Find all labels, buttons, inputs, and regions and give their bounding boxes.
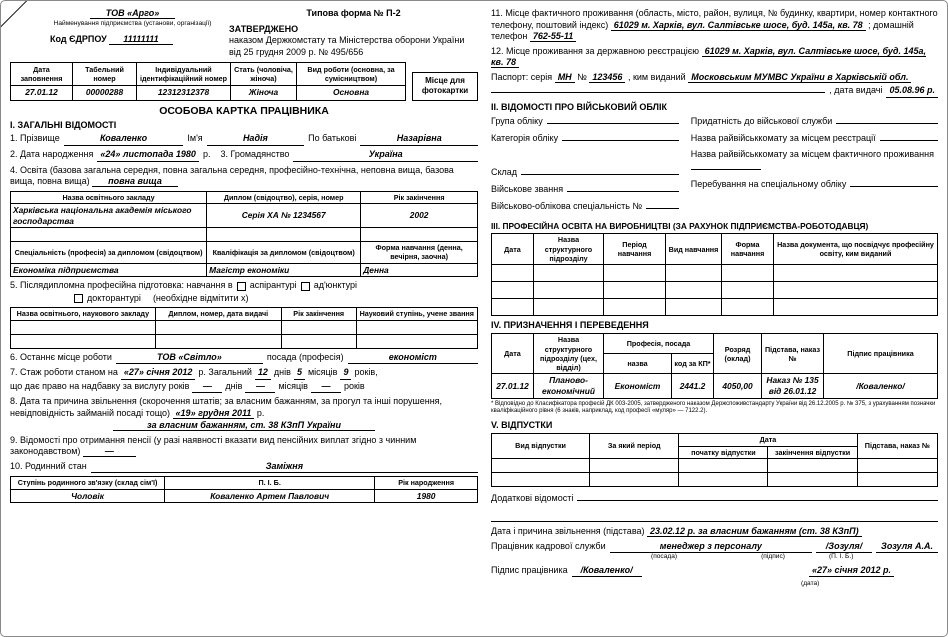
- approved-order-line: наказом Держкомстату та Міністерства оборони України: [229, 35, 465, 46]
- section1-heading: I. ЗАГАЛЬНІ ВІДОМОСТІ: [10, 119, 117, 130]
- employee-signature-label: Підпис працівника: [491, 564, 568, 575]
- lastjob-label: 6. Останнє місце роботи: [10, 351, 112, 362]
- pension-label: 9. Відомості про отримання пенсії (у разі наявності вказати вид пенсійних виплат згідно з чинним законодавством): [10, 434, 417, 457]
- appointment-salary: 4050,00: [714, 374, 762, 399]
- empty-cell: [679, 458, 768, 472]
- empty-cell: [604, 281, 666, 298]
- work-type-value: Основна: [297, 85, 406, 100]
- experience-days: 12: [255, 367, 271, 380]
- experience-months: 5: [294, 367, 305, 380]
- dismissal-final-value: 23.02.12 р. за власним бажанням (ст. 38 КЗпП): [647, 526, 862, 537]
- info-row: [10, 62, 478, 100]
- postgrad-table: [10, 307, 478, 348]
- firstname-value: Надія: [207, 133, 304, 146]
- edu-study-form: Денна: [361, 263, 478, 277]
- appointment-profession: Економіст: [604, 374, 672, 399]
- family-birth-year: 1980: [375, 489, 478, 503]
- field-marital-status: [10, 461, 478, 474]
- military-field-speciality: [491, 200, 679, 213]
- field-dismissal-final: [491, 526, 938, 538]
- registered-address-label: 12. Місце проживання за державною реєстрацією: [491, 45, 700, 56]
- approved-heading: ЗАТВЕРДЖЕНО: [229, 23, 299, 34]
- empty-cell: [604, 264, 666, 281]
- empty-cell: [492, 298, 534, 315]
- right-column: [491, 8, 938, 589]
- appointments-col-header: Розряд (оклад): [714, 334, 762, 374]
- months-label: місяців: [307, 367, 338, 378]
- appointments-col-header: Професія, посада: [604, 334, 714, 354]
- section4-heading: IV. ПРИЗНАЧЕННЯ І ПЕРЕВЕДЕННЯ: [491, 319, 649, 330]
- vacations-table: [491, 433, 938, 486]
- lastjob-pos-value: економіст: [348, 352, 478, 365]
- family-relation: Чоловік: [11, 489, 165, 503]
- blank-line: [562, 132, 679, 141]
- info-col-header: Вид роботи (основна, за сумісництвом): [297, 63, 406, 86]
- hr-signature-row: [491, 541, 938, 554]
- military-section: [491, 115, 938, 217]
- photo-label: Місце для фотокартки: [421, 76, 469, 96]
- section3-heading: III. ПРОФЕСІЙНА ОСВІТА НА ВИРОБНИЦТВІ (ЗА РАХУНОК ПІДПРИЄМСТВА-РОБОТОДАВЦЯ): [491, 220, 869, 231]
- employee-signature-date: «27» січня 2012 р.: [809, 565, 894, 578]
- military-label: Військове звання: [491, 183, 564, 194]
- postgrad-col-header: Назва освітнього, наукового закладу: [11, 308, 156, 320]
- hr-signature-hints: [491, 553, 938, 561]
- birthdate-value: «24» листопада 1980: [97, 149, 199, 162]
- postgrad-empty-row: [11, 320, 478, 334]
- education-label: 4. Освіта (базова загальна середня, повна загальна середня, професійно-технічна, неповна вища, базова вища, повна вища): [10, 164, 454, 187]
- field-passport: [491, 72, 938, 98]
- pension-value: —: [83, 446, 136, 457]
- edrpou-label: Код ЄДРПОУ: [50, 33, 107, 44]
- left-column: [10, 8, 478, 589]
- empty-cell: [857, 458, 937, 472]
- empty-cell: [492, 458, 590, 472]
- spacer: [491, 149, 679, 161]
- empty-cell: [590, 458, 679, 472]
- military-label: Категорія обліку: [491, 133, 559, 144]
- empty-cell: [492, 472, 590, 486]
- appointments-col-header: Дата: [492, 334, 534, 374]
- aspirantura-label: аспірантурі: [249, 280, 297, 291]
- actual-address-value: 61029 м. Харків, вул. Салтівське шосе, буд. 145а, кв. 78: [611, 20, 866, 31]
- empty-cell: [281, 320, 356, 334]
- lastjob-value: ТОВ «Світло»: [116, 352, 263, 365]
- extra-info-blank: [491, 513, 938, 522]
- military-label: Придатність до військової служби: [690, 116, 833, 127]
- education-header-row2: [11, 242, 478, 263]
- appointments-col-header: Підстава, наказ №: [762, 334, 824, 374]
- postgrad-col-header: Рік закінчення: [281, 308, 356, 320]
- passport-number-label: №: [577, 71, 587, 82]
- empty-cell: [604, 298, 666, 315]
- empty-cell: [768, 458, 857, 472]
- appointments-col-subheader: назва: [604, 354, 672, 374]
- military-label: Група обліку: [491, 116, 543, 127]
- vacations-header-row: [492, 434, 938, 446]
- training-empty-row: [492, 298, 938, 315]
- appointments-data-row: [492, 374, 938, 399]
- appointment-code: 2441.2: [672, 374, 714, 399]
- empty-cell: [492, 281, 534, 298]
- family-table: [10, 476, 478, 503]
- empty-cell: [722, 264, 774, 281]
- postgrad-col-header: Диплом, номер, дата видачі: [155, 308, 281, 320]
- form-header: [10, 8, 478, 58]
- field-extra-info: [491, 492, 938, 505]
- dismissal-final-label: Дата і причина звільнення (підстава): [491, 526, 645, 537]
- training-empty-row: [492, 264, 938, 281]
- employee-signature-row: [491, 565, 938, 578]
- empty-cell: [768, 472, 857, 486]
- info-col-header: Дата заповнення: [11, 63, 73, 86]
- appointments-col-subheader: код за КП*: [672, 354, 714, 374]
- training-col-header: Назва структурного підрозділу: [534, 234, 604, 265]
- patronymic-label: По батькові: [308, 133, 357, 144]
- lastjob-pos-label: посада (професія): [266, 351, 344, 362]
- military-label: Назва райвійськкомату за місцем фактичного проживання: [690, 149, 934, 160]
- field-dismissal: [10, 396, 478, 432]
- card-title: ОСОБОВА КАРТКА ПРАЦІВНИКА: [159, 104, 329, 117]
- training-empty-row: [492, 281, 938, 298]
- sex-value: Жіноча: [231, 85, 297, 100]
- bonus-years-value: —: [311, 381, 341, 394]
- days-label: днів: [273, 367, 291, 378]
- approved-date-line: від 25 грудня 2009 р. № 495/656: [229, 46, 364, 57]
- field-actual-address: [491, 8, 938, 43]
- field-education: [10, 165, 478, 188]
- field-experience: [10, 367, 478, 393]
- empty-cell: [679, 472, 768, 486]
- patronymic-value: Назарівна: [360, 133, 478, 146]
- blank-line: [567, 183, 679, 192]
- vacations-empty-row: [492, 458, 938, 472]
- edu-col-header: Диплом (свідоцтво), серія, номер: [207, 191, 361, 203]
- training-header-row: [492, 234, 938, 265]
- experience-years: 9: [340, 367, 351, 380]
- family-header-row: [11, 477, 478, 489]
- blank-line: [577, 492, 938, 501]
- vacations-col-header: Вид відпустки: [492, 434, 590, 458]
- info-col-header: Індивідуальний ідентифікаційний номер: [137, 63, 231, 86]
- appointment-order: Наказ № 135 від 26.01.12: [762, 374, 824, 399]
- empty-cell: [666, 281, 722, 298]
- bonus-months-value: —: [245, 381, 275, 394]
- education-data-row: [11, 203, 478, 228]
- experience-mid-label: р. Загальний: [198, 367, 252, 378]
- military-field-commissariat-reg: [691, 132, 938, 145]
- family-name: Коваленко Артем Павлович: [165, 489, 375, 503]
- company-hint: Найменування підприємства (установи, організації): [53, 19, 212, 27]
- training-table: [491, 233, 938, 316]
- edu-year: 2002: [361, 203, 478, 228]
- hr-signature-value: /Зозуля/: [816, 541, 872, 554]
- edu-qualification: Магістр економіки: [207, 263, 361, 277]
- military-field-group: [491, 115, 679, 128]
- family-col-header: П. І. Б.: [165, 477, 375, 489]
- family-col-header: Рік народження: [375, 477, 478, 489]
- edu-institution: Харківська національна академія міського господарства: [11, 203, 207, 228]
- edu-col-header: Форма навчання (денна, вечірня, заочна): [361, 242, 478, 263]
- empty-cell: [590, 472, 679, 486]
- position-hint: (посада): [651, 553, 678, 561]
- field-fullname: [10, 133, 478, 146]
- empty-cell: [534, 281, 604, 298]
- empty-cell: [492, 264, 534, 281]
- experience-label: 7. Стаж роботи станом на: [10, 367, 118, 378]
- date-hint: (дата): [801, 580, 820, 588]
- field-birth-citizenship: [10, 149, 478, 162]
- empty-cell: [666, 264, 722, 281]
- training-col-header: Назва документа, що посвідчує професійну освіту, ким виданий: [774, 234, 938, 265]
- passport-issuer-label: , ким виданий: [627, 71, 686, 82]
- passport-series: МН: [555, 72, 575, 83]
- empty-cell: [722, 281, 774, 298]
- surname-label: 1. Прізвище: [10, 133, 60, 144]
- info-values-row: [11, 85, 406, 100]
- blank-line: [491, 513, 938, 522]
- empty-cell: [857, 472, 937, 486]
- empty-cell: [356, 320, 477, 334]
- doktorantura-checkbox: [74, 294, 83, 303]
- empty-cell: [207, 228, 361, 242]
- military-label: Склад: [491, 166, 518, 177]
- family-col-header: Ступінь родинного зв'язку (склад сім'ї): [11, 477, 165, 489]
- hr-name-value: Зозуля А.А.: [876, 541, 938, 554]
- field-postgrad: [10, 280, 478, 304]
- empty-cell: [774, 298, 938, 315]
- name-hint: (П. І. Б.): [828, 553, 854, 561]
- years-label: років,: [354, 367, 378, 378]
- blank-line: [491, 84, 825, 93]
- employee-signature-value: /Коваленко/: [572, 565, 642, 578]
- section2-heading: II. ВІДОМОСТІ ПРО ВІЙСЬКОВИЙ ОБЛІК: [491, 101, 667, 112]
- marital-value: Заміжня: [91, 461, 478, 474]
- appointments-header-row: [492, 334, 938, 354]
- empty-cell: [11, 334, 156, 348]
- field-pension: [10, 435, 478, 458]
- section5-heading: V. ВІДПУСТКИ: [491, 419, 553, 430]
- passport-label: Паспорт: серія: [491, 71, 553, 82]
- training-col-header: Період навчання: [604, 234, 666, 265]
- empty-cell: [155, 334, 281, 348]
- postgrad-col-header: Науковий ступінь, учене звання: [356, 308, 477, 320]
- edu-col-header: Назва освітнього закладу: [11, 191, 207, 203]
- edu-col-header: Кваліфікація за дипломом (свідоцтвом): [207, 242, 361, 263]
- appointments-col-header: Підпис працівника: [824, 334, 938, 374]
- blank-line: [836, 115, 938, 124]
- empty-cell: [774, 281, 938, 298]
- edu-diploma: Серія ХА № 1234567: [207, 203, 361, 228]
- passport-number: 123456: [589, 72, 625, 83]
- bonus-months-label: місяців: [278, 380, 308, 391]
- edrpou-value: 11111111: [109, 34, 172, 45]
- birthdate-suffix: р.: [202, 149, 211, 159]
- appointments-col-header: Назва структурного підрозділу (цех, відділ): [534, 334, 604, 374]
- tax-id-value: 12312312378: [137, 85, 231, 100]
- empty-cell: [11, 228, 207, 242]
- empty-cell: [534, 264, 604, 281]
- edu-col-header: Спеціальність (професія) за дипломом (свідоцтвом): [11, 242, 207, 263]
- blank-line: [547, 115, 679, 124]
- appointment-date: 27.01.12: [492, 374, 534, 399]
- postgrad-note: (необхідне відмітити х): [152, 292, 249, 303]
- marital-label: 10. Родинний стан: [10, 460, 87, 471]
- training-col-header: Вид навчання: [666, 234, 722, 265]
- info-col-header: Стать (чоловіча, жіноча): [231, 63, 297, 86]
- bonus-days-label: днів: [225, 380, 243, 391]
- birthdate-label: 2. Дата народження: [10, 149, 94, 159]
- edu-col-header: Рік закінчення: [361, 191, 478, 203]
- postgrad-header-row: [11, 308, 478, 320]
- empty-cell: [361, 228, 478, 242]
- edu-speciality: Економіка підприємства: [11, 263, 207, 277]
- dismissal-suffix: р.: [256, 407, 265, 418]
- hr-officer-label: Працівник кадрової служби: [491, 540, 606, 551]
- military-label: Військово-облікова спеціальність №: [491, 200, 643, 211]
- postgrad-empty-row: [11, 334, 478, 348]
- bonus-years-label: років: [343, 380, 365, 391]
- blank-line: [521, 166, 679, 175]
- education-empty-row: [11, 228, 478, 242]
- citizenship-label: 3. Громадянство: [220, 149, 290, 159]
- empty-cell: [666, 298, 722, 315]
- surname-value: Коваленко: [64, 133, 184, 146]
- military-field-commissariat-actual: [691, 149, 938, 173]
- adjunktura-label: ад'юнктурі: [313, 280, 358, 291]
- blank-line: [880, 132, 938, 141]
- military-field-special-record: [691, 178, 938, 191]
- actual-address-label: 11. Місце фактичного проживання (область, місто, район, вулиця, № будинку, квартири, номер контактного телефону, поштовий індекс): [491, 8, 938, 30]
- info-col-header: Табельний номер: [73, 63, 137, 86]
- aspirantura-checkbox: [237, 282, 246, 291]
- home-phone-label: ; домашній телефон: [491, 19, 914, 42]
- empty-cell: [356, 334, 477, 348]
- empty-cell: [155, 320, 281, 334]
- bonus-days-value: —: [192, 381, 222, 394]
- vacations-col-header: Дата: [679, 434, 857, 446]
- home-phone-value: 762-55-11: [530, 31, 576, 42]
- registered-address-value: 61029 м. Харків, вул. Салтівське шосе, буд. 145а, кв. 78: [491, 45, 926, 68]
- military-field-fitness: [691, 115, 938, 128]
- vacations-col-subheader: початку відпустки: [679, 446, 768, 458]
- field-registered-address: [491, 46, 938, 69]
- appointment-unit: Планово-економічний: [534, 374, 604, 399]
- empty-cell: [534, 298, 604, 315]
- appointments-table: [491, 333, 938, 398]
- empty-cell: [722, 298, 774, 315]
- postgrad-label: 5. Післядипломна професійна підготовка: навчання в: [10, 280, 233, 291]
- citizenship-value: Україна: [293, 149, 478, 162]
- company-name: ТОВ «Арго»: [90, 8, 175, 19]
- doktorantura-label: докторантурі: [87, 292, 141, 303]
- education-header-row: [11, 191, 478, 203]
- vacations-col-header: За який період: [590, 434, 679, 458]
- hr-position-value: менеджер з персоналу: [610, 541, 812, 554]
- info-header-row: [11, 63, 406, 86]
- military-field-category: [491, 132, 679, 145]
- military-label: Перебування на спеціальному обліку: [690, 178, 847, 189]
- signature-hint: (підпис): [761, 553, 785, 561]
- info-table: [10, 62, 406, 100]
- education-data-row2: [11, 263, 478, 277]
- military-field-rank: [491, 183, 679, 196]
- seniority-bonus-label: що дає право на надбавку за вислугу років: [10, 380, 190, 391]
- classifier-footnote: * Відповідно до Класифікатора професій ДК 003-2005, затвердженого наказом Держспоживстандарту України від 26.12.2005 р. № 375, з урахуванням позначки кваліфікаційного рівня (6 знаків, наприклад, код професії «муляр» — 7122.2).: [491, 400, 936, 415]
- adjunktura-checkbox: [301, 282, 310, 291]
- education-value: повна вища: [92, 176, 178, 187]
- form-number: Типова форма № П-2: [306, 8, 401, 18]
- empty-cell: [11, 320, 156, 334]
- passport-date-label: , дата видачі: [829, 85, 883, 96]
- vacations-empty-row: [492, 472, 938, 486]
- field-last-job: [10, 352, 478, 365]
- family-data-row: [11, 489, 478, 503]
- extra-info-label: Додаткові відомості: [491, 492, 574, 503]
- dismissal-date: «19» грудня 2011: [173, 408, 255, 419]
- military-field-composition: [491, 166, 679, 179]
- military-label: Назва райвійськкомату за місцем реєстрації: [690, 133, 876, 144]
- dismissal-label: 8. Дата та причина звільнення (скорочення штатів; за власним бажанням, за прогул та інші порушення, невідповідність займаній посаді тощо): [10, 396, 443, 418]
- experience-date: «27» січня 2012: [121, 367, 196, 380]
- vacations-col-header: Підстава, наказ №: [857, 434, 937, 458]
- training-col-header: Дата: [492, 234, 534, 265]
- passport-issuer: Московським МУМВС України в Харківській обл.: [688, 72, 911, 83]
- training-col-header: Форма навчання: [722, 234, 774, 265]
- blank-line: [691, 161, 761, 170]
- dismissal-reason: за власним бажанням, ст. 38 КЗпП України: [113, 420, 375, 431]
- personnel-number-value: 00000288: [73, 85, 137, 100]
- passport-date: 05.08.96 р.: [886, 85, 938, 98]
- photo-placeholder: [412, 72, 478, 100]
- education-table: [10, 191, 478, 278]
- blank-line: [850, 178, 938, 187]
- blank-line: [646, 200, 679, 209]
- empty-cell: [281, 334, 356, 348]
- firstname-label: Ім'я: [187, 133, 203, 144]
- empty-cell: [774, 264, 938, 281]
- date-hint-row: [491, 577, 938, 589]
- appointment-signature: /Коваленко/: [824, 374, 938, 399]
- vacations-col-subheader: закінчення відпустки: [768, 446, 857, 458]
- fill-date-value: 27.01.12: [11, 85, 73, 100]
